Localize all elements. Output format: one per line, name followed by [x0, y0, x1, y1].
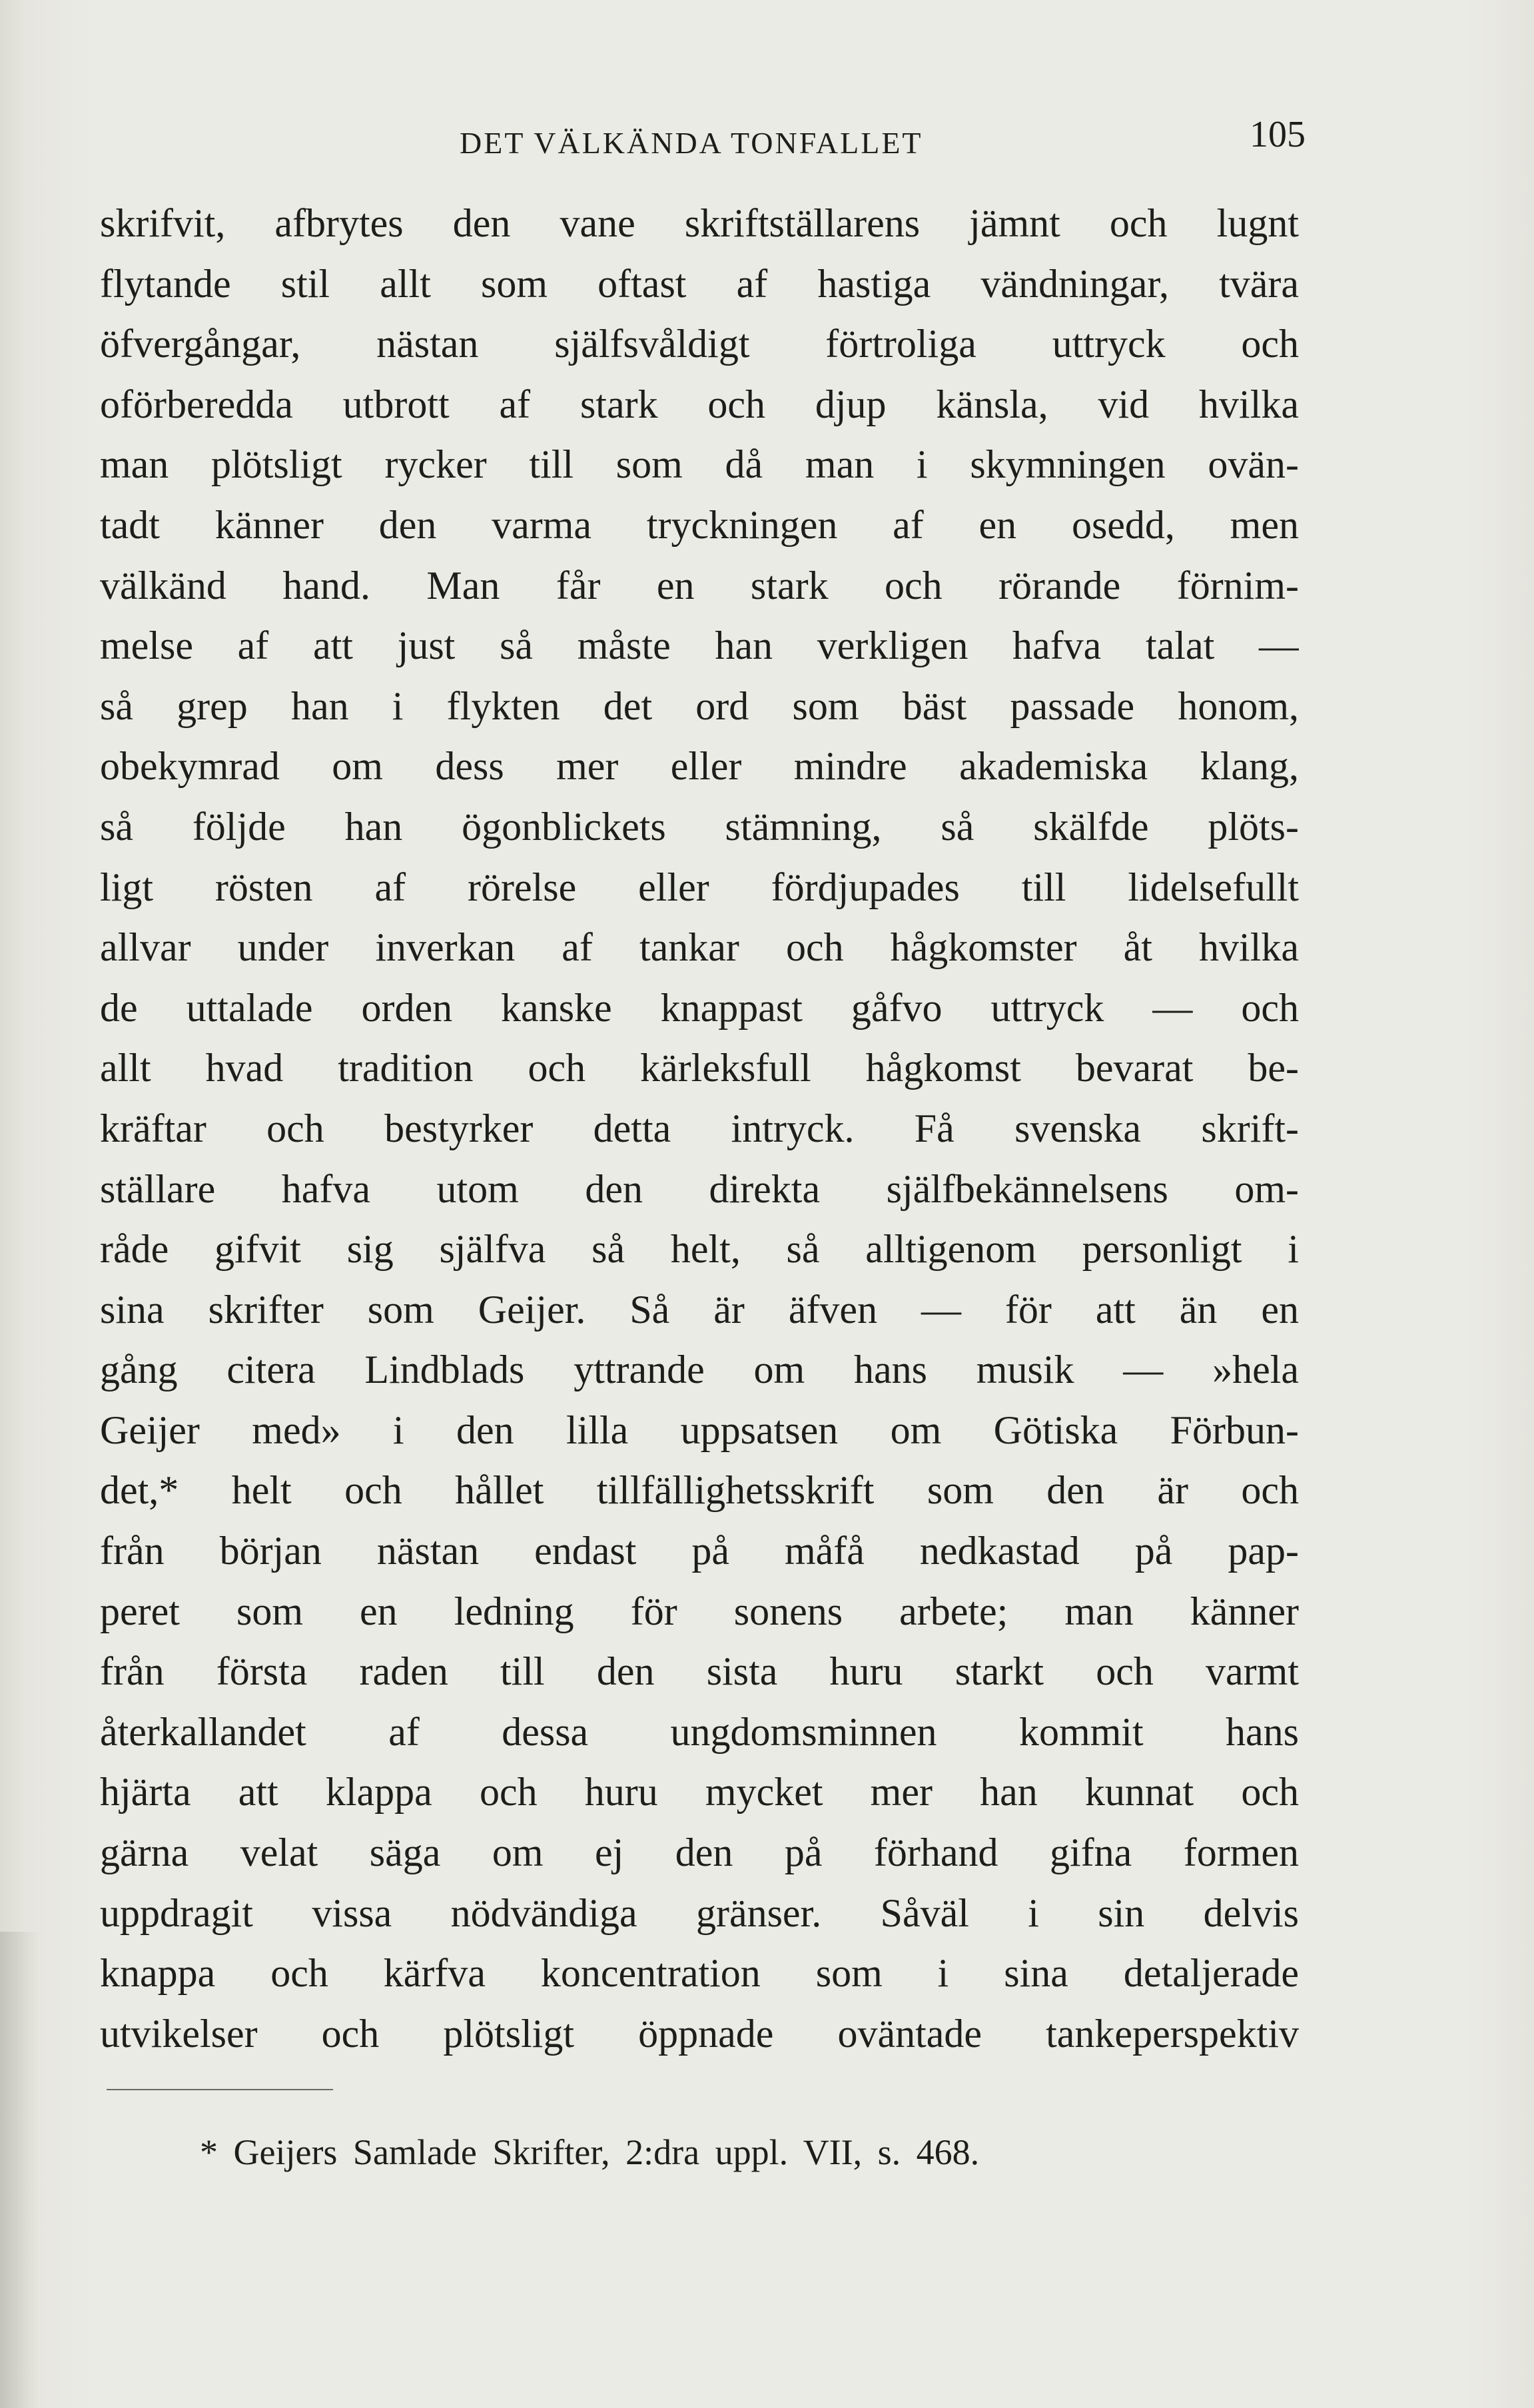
text-line: kräftar och bestyrker detta intryck. Få svenska skrift- — [100, 1106, 1299, 1150]
footnote: * Geijers Samlade Skrifter, 2:dra uppl. VII, s. 468. — [200, 2132, 980, 2172]
text-line: sina skrifter som Geijer. Så är äfven — för att än en — [100, 1287, 1299, 1332]
page-number: 105 — [1250, 114, 1306, 155]
text-line: öfvergångar, nästan själfsvåldigt förtroliga uttryck och — [100, 322, 1299, 366]
text-line: man plötsligt rycker till som då man i skymningen ovän- — [100, 442, 1299, 487]
text-line: råde gifvit sig själfva så helt, så alltigenom personligt i — [100, 1227, 1299, 1272]
text-line: gång citera Lindblads yttrande om hans musik — »hela — [100, 1348, 1299, 1392]
text-line: obekymrad om dess mer eller mindre akademiska klang, — [100, 744, 1299, 789]
text-line: peret som en ledning för sonens arbete; man känner — [100, 1589, 1299, 1633]
text-line: tadt känner den varma tryckningen af en osedd, men — [100, 502, 1299, 547]
text-line: så följde han ögonblickets stämning, så skälfde plöts- — [100, 804, 1299, 849]
text-line: allt hvad tradition och kärleksfull hågkomst bevarat be- — [100, 1046, 1299, 1090]
text-line: allvar under inverkan af tankar och hågkomster åt hvilka — [100, 925, 1299, 970]
text-line: från första raden till den sista huru starkt och varmt — [100, 1649, 1299, 1694]
text-line: knappa och kärfva koncentration som i sina detaljerade — [100, 1951, 1299, 1996]
running-head — [100, 113, 1306, 167]
body-text — [100, 193, 1299, 2064]
text-line: uppdragit vissa nödvändiga gränser. Såväl i sin delvis — [100, 1890, 1299, 1935]
text-line: hjärta att klappa och huru mycket mer han kunnat och — [100, 1770, 1299, 1814]
text-line: ställare hafva utom den direkta själfbekännelsens om- — [100, 1166, 1299, 1211]
text-line: Geijer med» i den lilla uppsatsen om Götiska Förbun- — [100, 1407, 1299, 1452]
text-line: utvikelser och plötsligt öppnade oväntade tankeperspektiv — [100, 2011, 1299, 2056]
text-line: så grep han i flykten det ord som bäst passade honom, — [100, 683, 1299, 728]
spine-shadow — [0, 1932, 40, 2408]
footnote-rule — [107, 2089, 333, 2090]
text-line: gärna velat säga om ej den på förhand gifna formen — [100, 1830, 1299, 1875]
text-line: oförberedda utbrott af stark och djup känsla, vid hvilka — [100, 382, 1299, 426]
running-title: DET VÄLKÄNDA TONFALLET — [460, 126, 923, 160]
text-line: ligt rösten af rörelse eller fördjupades till lidelsefullt — [100, 865, 1299, 909]
text-line: skrifvit, afbrytes den vane skriftställarens jämnt och lugnt — [100, 201, 1299, 245]
text-line: de uttalade orden kanske knappast gåfvo uttryck — och — [100, 985, 1299, 1030]
text-line: flytande stil allt som oftast af hastiga vändningar, tvära — [100, 261, 1299, 306]
text-line: återkallandet af dessa ungdomsminnen kommit hans — [100, 1709, 1299, 1754]
text-line: det,* helt och hållet tillfällighetsskrift som den är och — [100, 1468, 1299, 1513]
text-line: melse af att just så måste han verkligen hafva talat — — [100, 623, 1299, 668]
text-line: från början nästan endast på måfå nedkastad på pap- — [100, 1529, 1299, 1573]
text-line: välkänd hand. Man får en stark och rörande förnim- — [100, 563, 1299, 607]
